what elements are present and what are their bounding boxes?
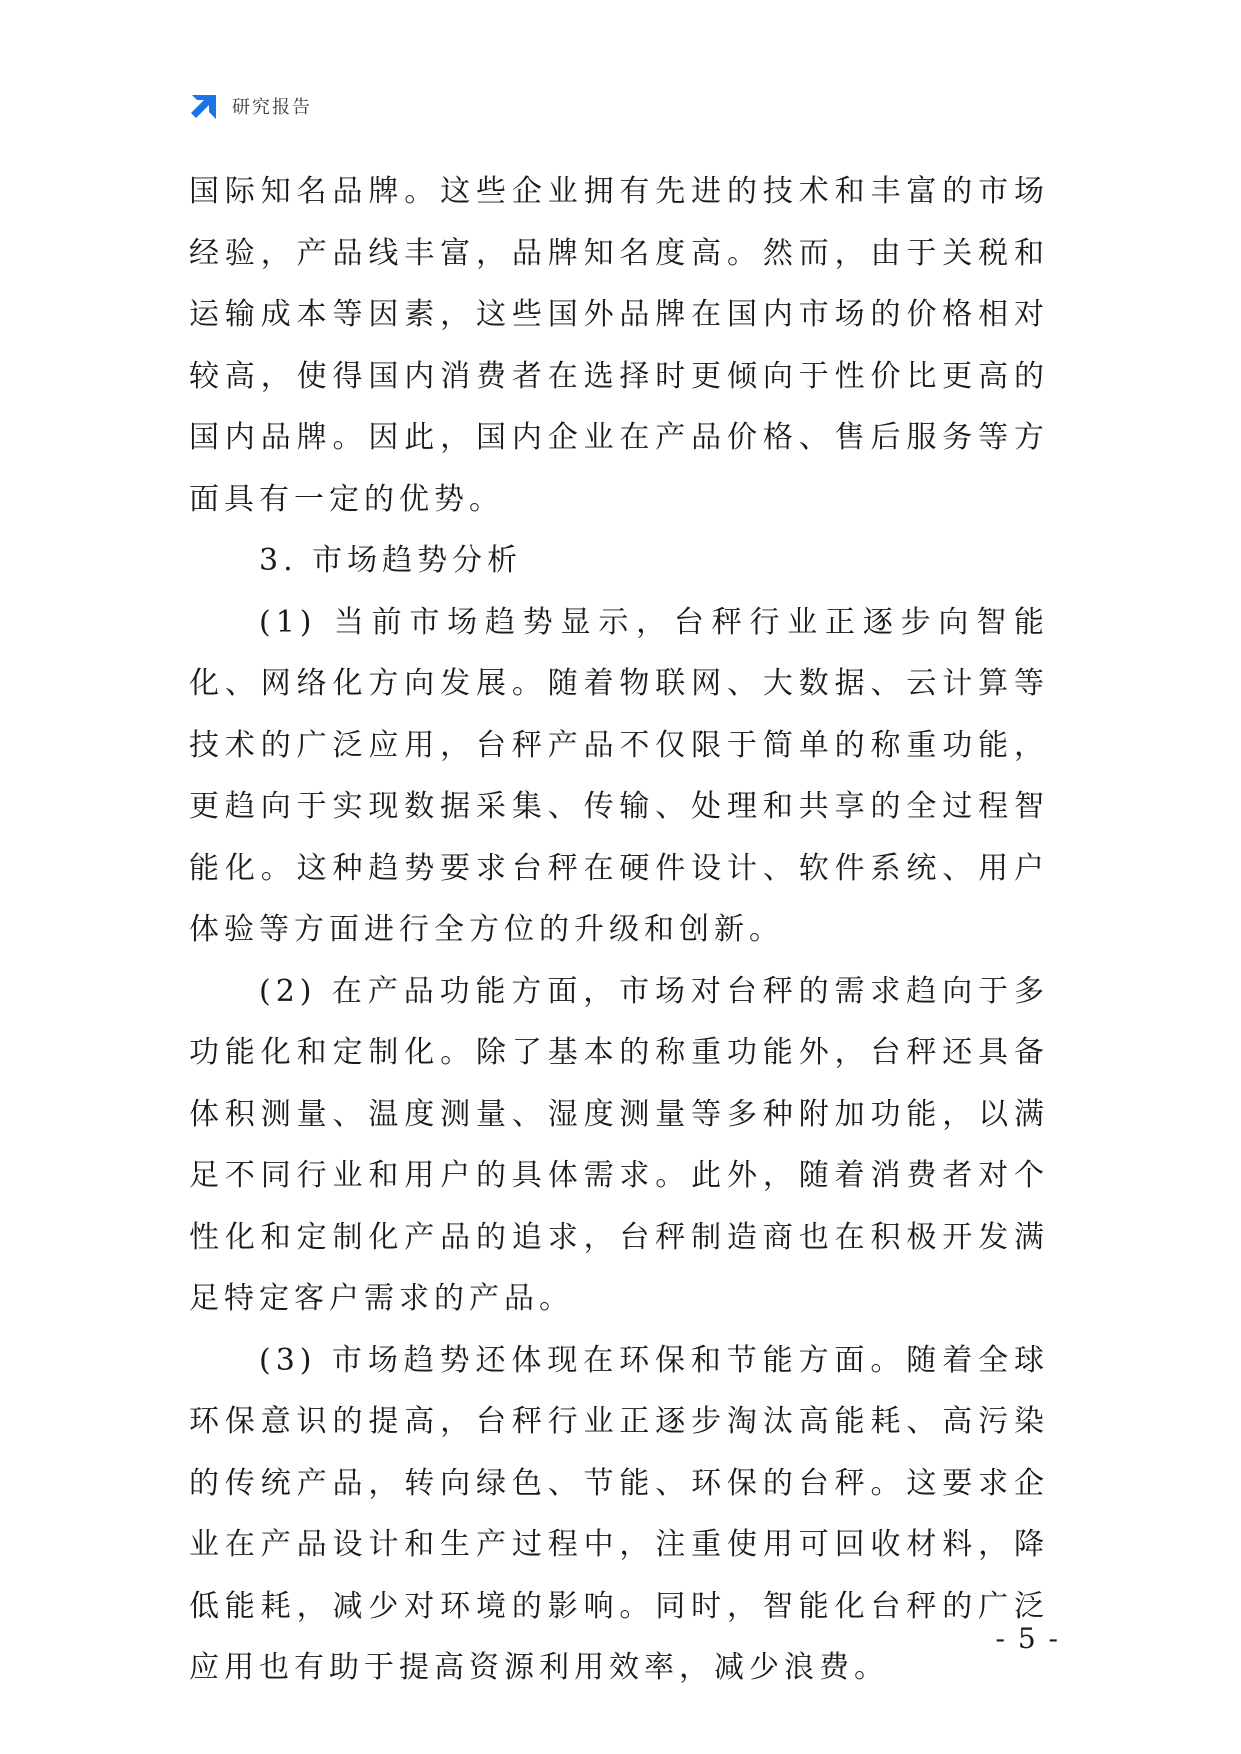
arrow-up-right-icon: [188, 89, 222, 123]
page-header: [188, 88, 312, 124]
paragraph-intro: 国际知名品牌。这些企业拥有先进的技术和丰富的市场经验，产品线丰富，品牌知名度高。然而，由于关税和运输成本等因素，这些国外品牌在国内市场的价格相对较高，使得国内消费者在选择时更倾向于性价比更高的国内品牌。因此，国内企业在产品价格、售后服务等方面具有一定的优势。: [189, 174, 1049, 517]
document-body: [189, 161, 1049, 1699]
paragraph-trend-1: (1) 当前市场趋势显示，台秤行业正逐步向智能化、网络化方向发展。随着物联网、大数据、云计算等技术的广泛应用，台秤产品不仅限于简单的称重功能，更趋向于实现数据采集、传输、处理和共享的全过程智能化。这种趋势要求台秤在硬件设计、软件系统、用户体验等方面进行全方位的升级和创新。: [189, 604, 1049, 947]
paragraph-trend-2: (2) 在产品功能方面，市场对台秤的需求趋向于多功能化和定制化。除了基本的称重功能外，台秤还具备体积测量、温度测量、湿度测量等多种附加功能，以满足不同行业和用户的具体需求。此外，随着消费者对个性化和定制化产品的追求，台秤制造商也在积极开发满足特定客户需求的产品。: [189, 973, 1049, 1316]
paragraph-trend-3: (3) 市场趋势还体现在环保和节能方面。随着全球环保意识的提高，台秤行业正逐步淘汰高能耗、高污染的传统产品，转向绿色、节能、环保的台秤。这要求企业在产品设计和生产过程中，注重使用可回收材料，降低能耗，减少对环境的影响。同时，智能化台秤的广泛应用也有助于提高资源利用效率，减少浪费。: [189, 1342, 1049, 1685]
page-number: - 5 -: [995, 1622, 1060, 1655]
header-title: 研究报告: [232, 97, 312, 118]
section-heading: 3. 市场趋势分析: [259, 543, 523, 578]
